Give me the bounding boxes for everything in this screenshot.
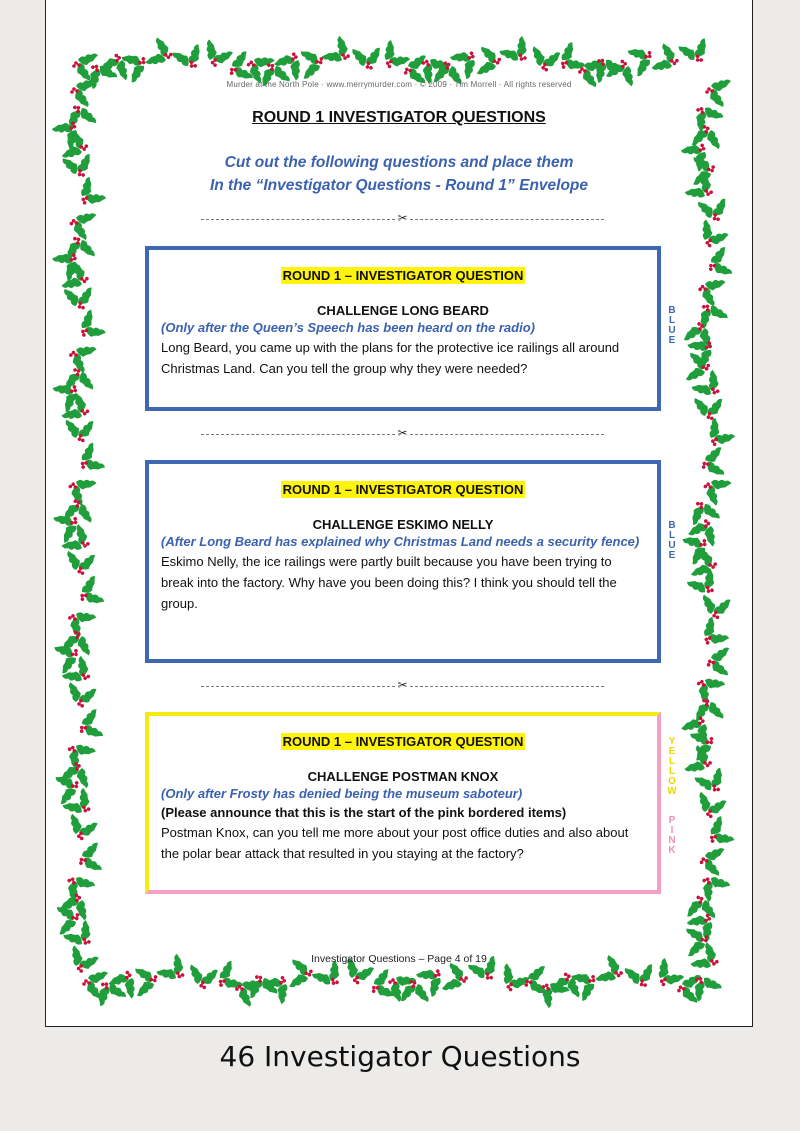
document-page [45,0,753,1027]
scissors-icon: ✂ [397,425,408,443]
card-body: Postman Knox, can you tell me more about your post office duties and also about the polar bear attack that resulted in you staying at the factory? [161,825,629,861]
question-card [145,460,661,663]
card-heading: ROUND 1 – INVESTIGATOR QUESTION [282,734,524,749]
cut-line [201,426,604,442]
challenge-title: CHALLENGE POSTMAN KNOX [307,769,499,784]
cut-line [201,678,604,694]
card-bold-note: (Please announce that this is the start of the pink bordered items) [161,805,567,820]
cut-line [201,211,604,227]
color-label-yellow: Y E L L O W [667,736,677,797]
card-heading: ROUND 1 – INVESTIGATOR QUESTION [282,268,524,283]
instructions [46,151,752,197]
page-footer: Investigator Questions – Page 4 of 19 [311,953,487,965]
scissors-icon: ✂ [397,677,408,695]
question-card [145,712,661,894]
scissors-icon: ✂ [397,210,408,228]
color-label-pink: P I N K [668,815,676,856]
color-label-blue: B L U E [668,520,676,561]
page-title: ROUND 1 INVESTIGATOR QUESTIONS [252,109,546,126]
copyright-header: Murder at the North Pole · www.merrymurder.com · © 2009 · Tim Morrell · All rights reserved [226,80,572,89]
instruction-line: In the “Investigator Questions - Round 1” Envelope [209,177,589,194]
card-body: Long Beard, you came up with the plans for the protective ice railings all around Christmas Land. Can you tell the group why they were needed? [161,340,620,376]
question-card [145,246,661,411]
card-note: (Only after the Queen’s Speech has been heard on the radio) [161,320,535,335]
challenge-title: CHALLENGE LONG BEARD [317,303,489,318]
instruction-line: Cut out the following questions and place them [224,154,574,171]
challenge-title: CHALLENGE ESKIMO NELLY [312,517,494,532]
card-note: (After Long Beard has explained why Christmas Land needs a security fence) [161,534,640,549]
card-note: (Only after Frosty has denied being the museum saboteur) [161,786,523,801]
image-caption: 46 Investigator Questions [219,1040,581,1073]
color-label-blue: B L U E [668,305,676,346]
card-heading: ROUND 1 – INVESTIGATOR QUESTION [282,482,524,497]
card-body: Eskimo Nelly, the ice railings were partly built because you have been trying to break into the factory. Why have you been doing this? I think you should tell the group. [161,554,617,611]
